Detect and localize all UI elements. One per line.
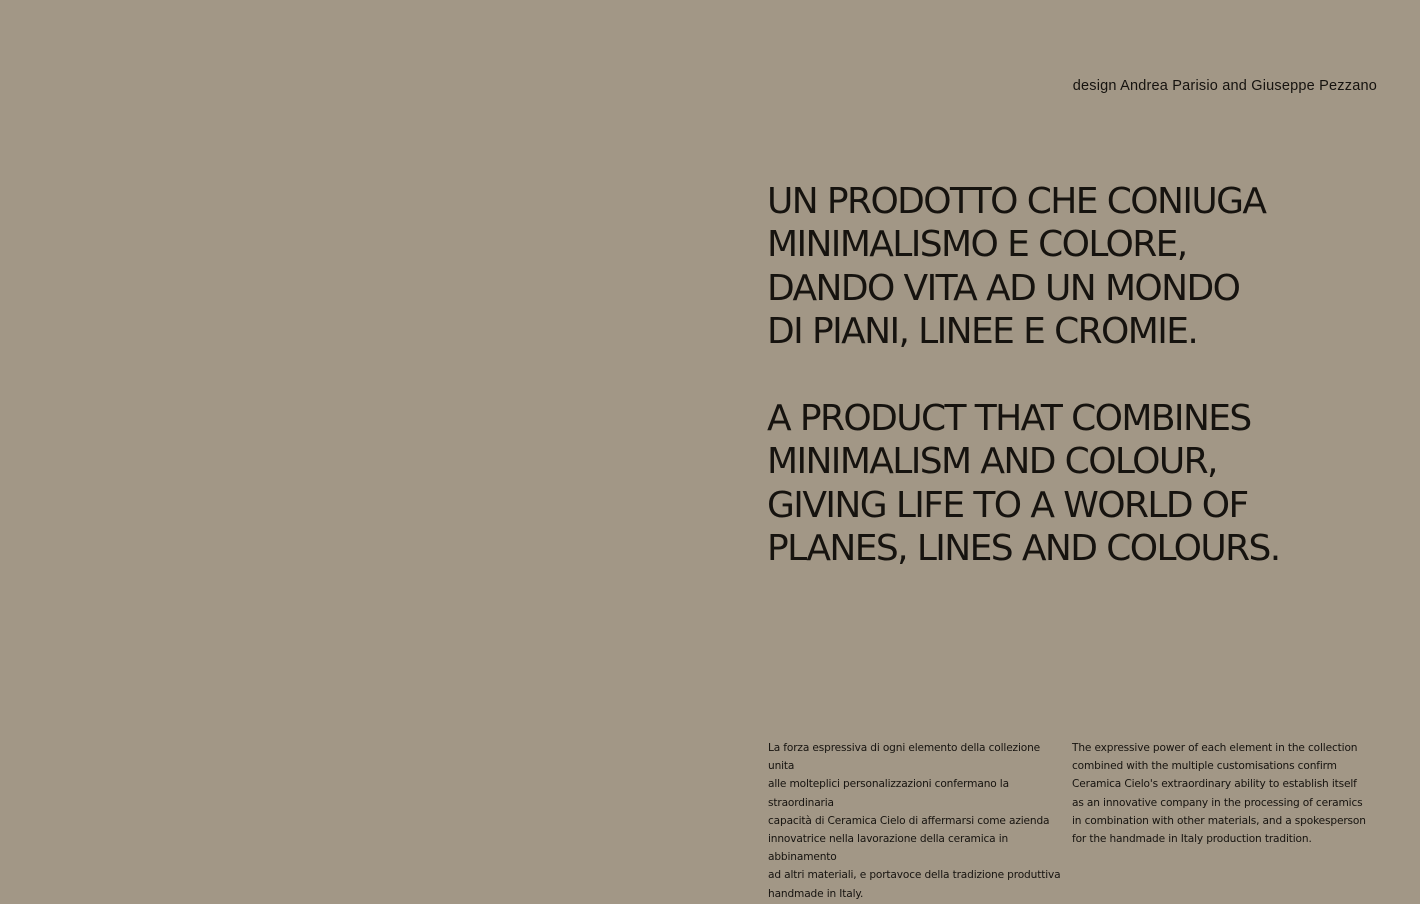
designer-credit: design Andrea Parisio and Giuseppe Pezzano xyxy=(1072,78,1377,94)
headline-english: A PRODUCT THAT COMBINES MINIMALISM AND COLOUR, GIVING LIFE TO A WORLD OF PLANES, LINES AND COLOURS. xyxy=(767,398,1280,569)
headline-italian: UN PRODOTTO CHE CONIUGA MINIMALISMO E COLORE, DANDO VITA AD UN MONDO DI PIANI, LINEE E CROMIE. xyxy=(767,181,1266,352)
body-text-italian: La forza espressiva di ogni elemento della collezione unita alle molteplici personalizzazioni confermano la straordinaria capacità di Ceramica Cielo di affermarsi come azienda innovatrice nella lavorazione della ceramica in abbinamento ad altri materiali, e portavoce della tradizione produttiva handmade in Italy. xyxy=(768,742,1061,900)
body-text-english: The expressive power of each element in the collection combined with the multiple customisations confirm Ceramica Cielo's extraordinary ability to establish itself as an innovative company in the processing of ceramics in combination with other materials, and a spokesperson for the handmade in Italy production tradition. xyxy=(1072,742,1366,846)
